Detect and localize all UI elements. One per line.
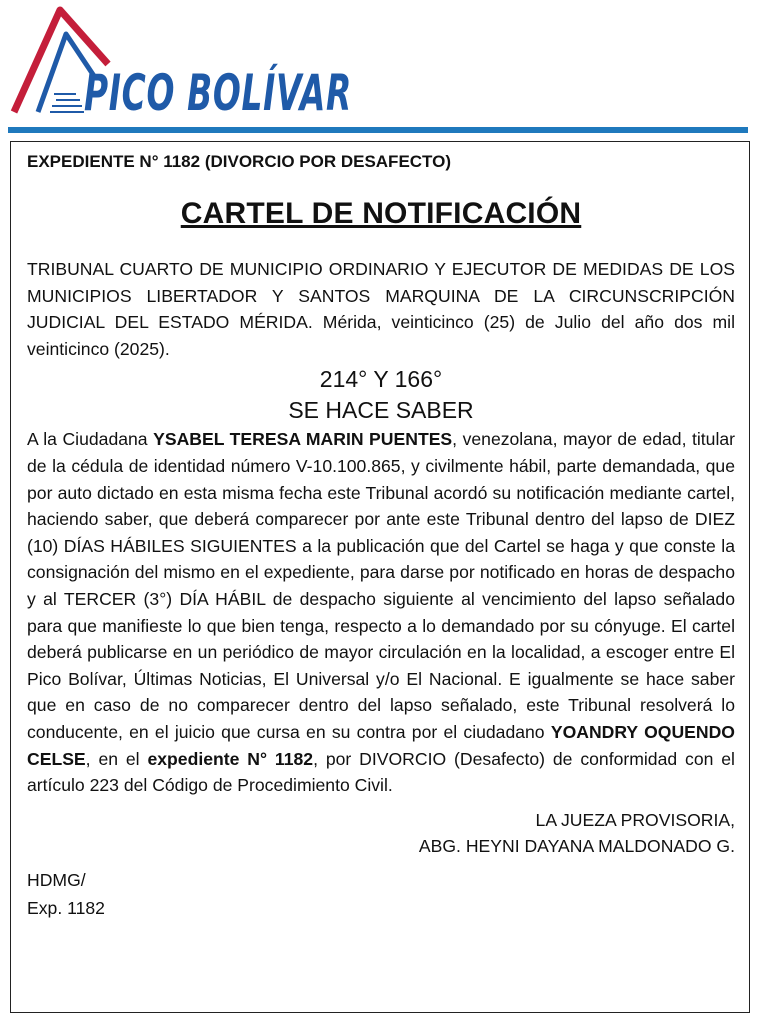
- mountain-logo-icon: [8, 4, 492, 126]
- expediente-short: Exp. 1182: [27, 897, 105, 918]
- notice-title: CARTEL DE NOTIFICACIÓN: [180, 197, 582, 230]
- logo-wordmark: PICO BOLÍVAR: [84, 64, 492, 122]
- signature-name: ABG. HEYNI DAYANA MALDONADO G.: [418, 835, 735, 856]
- expediente-reference: expediente N° 1182: [147, 748, 314, 769]
- se-hace-saber-heading: SE HACE SABER: [288, 397, 474, 424]
- header-divider: [8, 127, 748, 133]
- body-text: , venezolana, mayor de edad, titular de la cédula de identidad número V-10.100.865, y civilmente hábil, parte demandada, que por auto dictado en esta misma fecha este Tribunal acordó su notificación mediante cartel, haciendo saber, que deberá comparecer por ante este Tribunal dentro del lapso de DIEZ (10) DÍAS HÁBILES SIGUIENTES a la publicación que del Cartel se haga y que conste la consignación del mismo en el expediente, para darse por notificado en horas de despacho y al TERCER (3°) DÍA HÁBIL de despacho siguiente al vencimiento del lapso señalado para que manifieste lo que bien tenga, respecto a lo demandado por su cónyuge. El cartel deberá publicarse en un periódico de mayor circulación en la localidad, a escoger entre El Pico Bolívar, Últimas Noticias, El Universal y/o El Nacional. E igualmente se hace saber que en caso de no comparecer dentro del lapso señalado, este Tribunal resolverá lo conducente, en el juicio que cursa en su contra por el ciudadano: [27, 429, 736, 742]
- notice-body: [27, 426, 735, 798]
- demandante-name: YOANDRY OQUENDO CELSE: [27, 721, 735, 769]
- pico-bolivar-logo: [8, 4, 492, 126]
- notice-frame: [10, 141, 750, 1013]
- demandada-name: YSABEL TERESA MARIN PUENTES: [153, 429, 453, 450]
- body-text: , por DIVORCIO (Desafecto) de conformidad con el artículo 223 del Código de Procedimiento Civil.: [27, 748, 735, 796]
- body-text: A la Ciudadana: [27, 429, 154, 450]
- body-text: , en el: [85, 748, 148, 769]
- signature-role: LA JUEZA PROVISORIA,: [535, 809, 735, 830]
- initials: HDMG/: [27, 869, 86, 890]
- expediente-heading: EXPEDIENTE N° 1182 (DIVORCIO POR DESAFECTO): [27, 152, 452, 171]
- years-line: 214° Y 166°: [319, 366, 443, 393]
- tribunal-paragraph: TRIBUNAL CUARTO DE MUNICIPIO ORDINARIO Y EJECUTOR DE MEDIDAS DE LOS MUNICIPIOS LIBERTADOR Y SANTOS MARQUINA DE LA CIRCUNSCRIPCIÓN JUDICIAL DEL ESTADO MÉRIDA. Mérida, veinticinco (25) de Julio del año dos mil veinticinco (2025).: [27, 259, 735, 359]
